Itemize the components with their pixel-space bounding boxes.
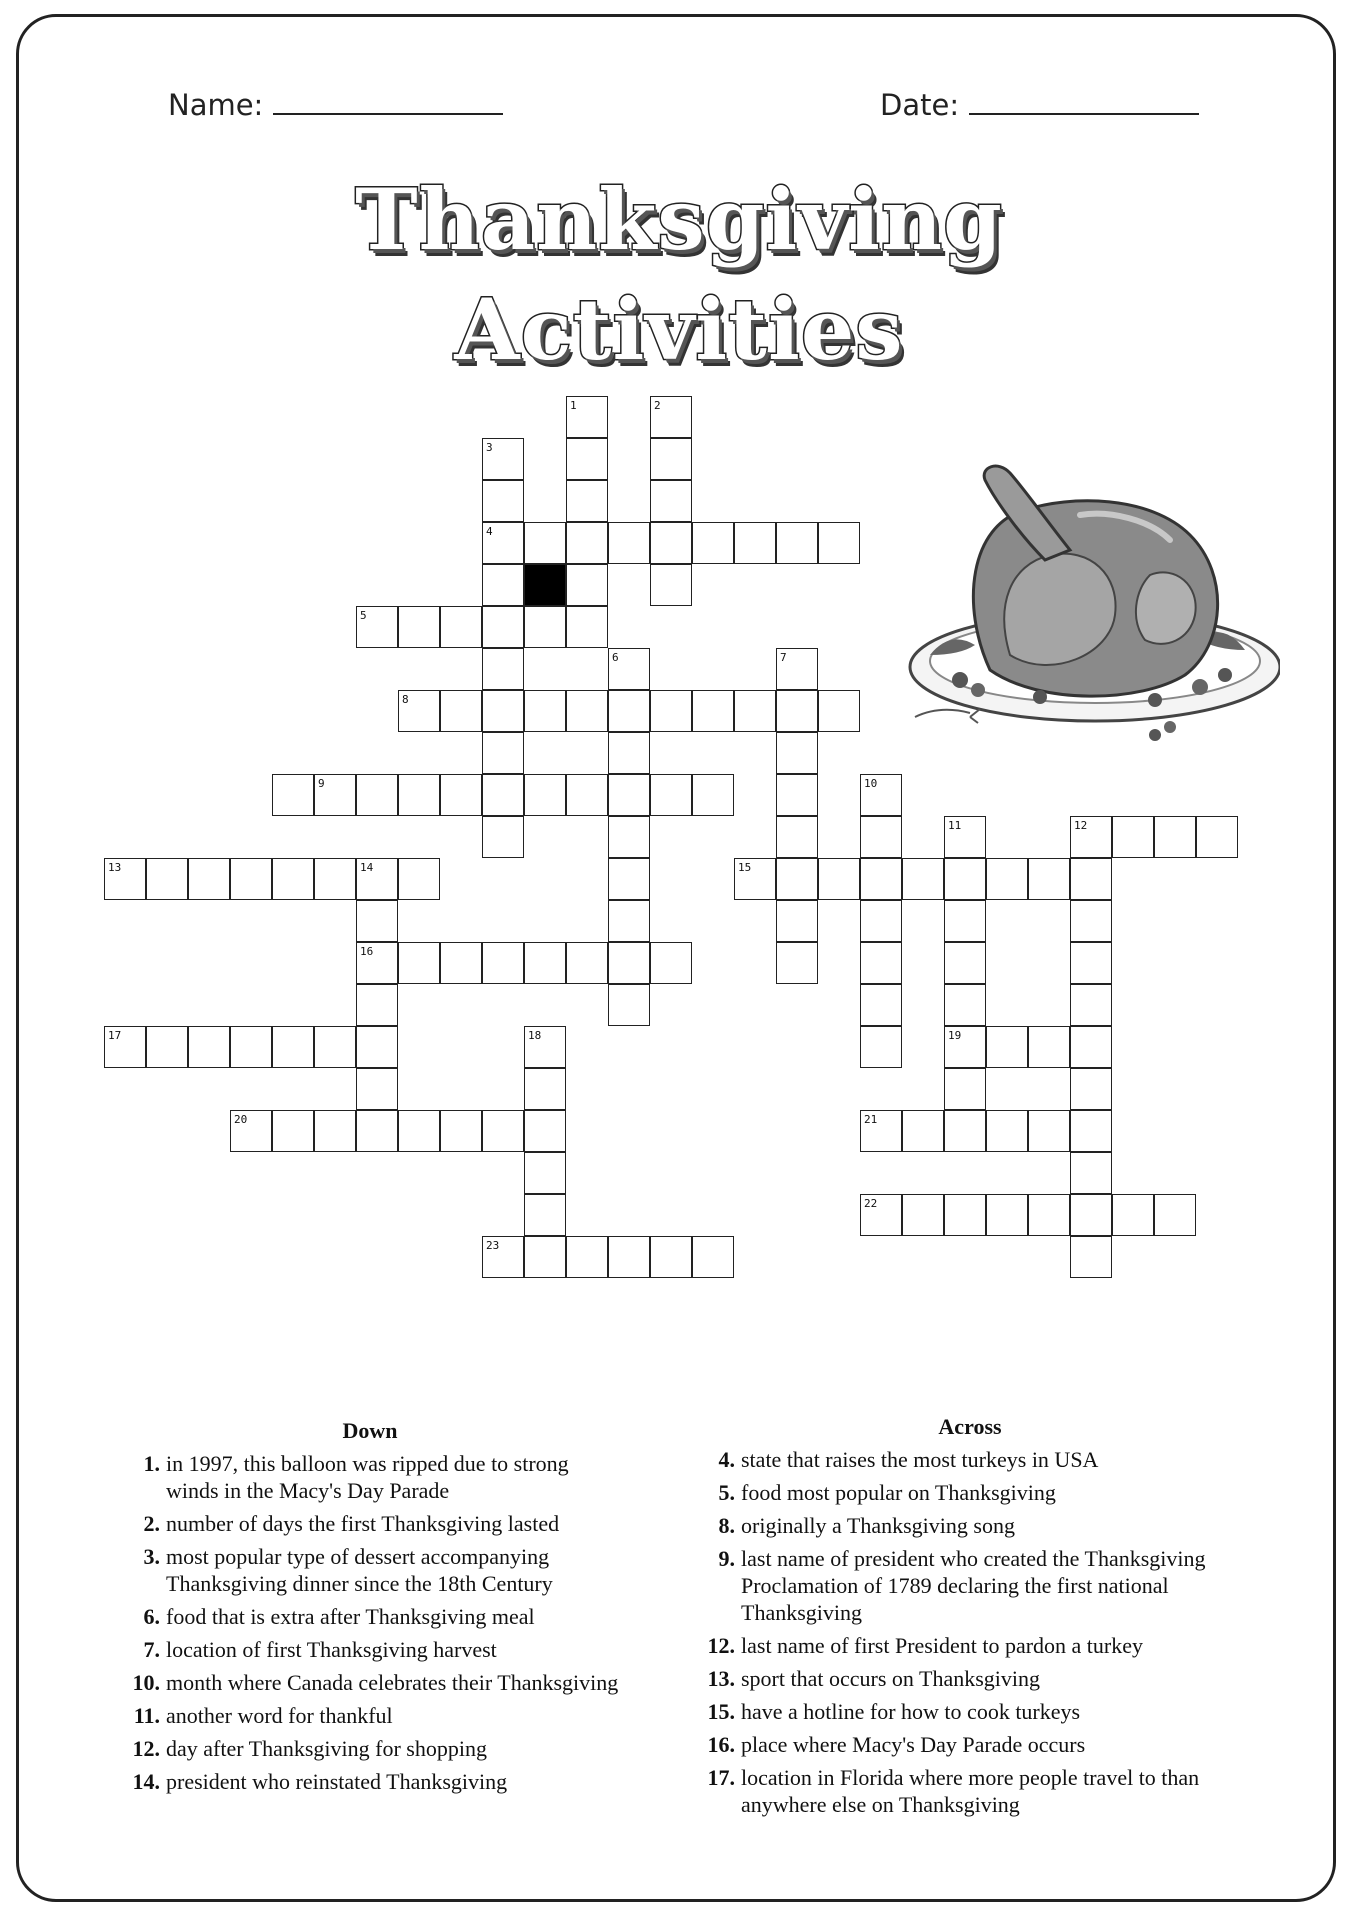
crossword-cell[interactable]: [692, 774, 734, 816]
down-clue: [120, 1510, 620, 1537]
crossword-cell[interactable]: [146, 1026, 188, 1068]
crossword-cell[interactable]: [482, 648, 524, 690]
crossword-cell[interactable]: [944, 984, 986, 1026]
crossword-cell[interactable]: [776, 522, 818, 564]
clue-number: 12.: [132, 1736, 160, 1761]
crossword-cell[interactable]: [776, 774, 818, 816]
crossword-cell[interactable]: [440, 690, 482, 732]
crossword-cell[interactable]: [398, 858, 440, 900]
crossword-cell[interactable]: [944, 1110, 986, 1152]
name-label: Name:: [168, 88, 264, 122]
crossword-cell[interactable]: [398, 1110, 440, 1152]
date-label: Date:: [880, 88, 960, 122]
crossword-cell[interactable]: [398, 942, 440, 984]
crossword-cell[interactable]: [986, 858, 1028, 900]
crossword-cell[interactable]: [482, 690, 524, 732]
clue-number: 8.: [718, 1513, 735, 1538]
crossword-cell[interactable]: [944, 942, 986, 984]
crossword-cell[interactable]: [776, 816, 818, 858]
page-title-line-1: Thanksgiving: [355, 170, 1003, 269]
crossword-cell[interactable]: [608, 984, 650, 1026]
clue-text: location in Florida where more people travel to than anywhere else on Thanksgiving: [741, 1765, 1200, 1817]
down-clue: [120, 1735, 620, 1762]
clue-text: state that raises the most turkeys in USA: [741, 1447, 1099, 1472]
clue-text: president who reinstated Thanksgiving: [166, 1769, 508, 1794]
clue-number-label: 18: [528, 1029, 542, 1042]
crossword-cell[interactable]: [986, 1026, 1028, 1068]
clue-number: 2.: [143, 1511, 160, 1536]
down-clue: [120, 1450, 620, 1504]
down-clue: [120, 1702, 620, 1729]
crossword-cell[interactable]: [524, 774, 566, 816]
across-clue: [695, 1698, 1245, 1725]
clue-text: have a hotline for how to cook turkeys: [741, 1699, 1081, 1724]
clue-text: in 1997, this balloon was ripped due to strong winds in the Macy's Day Parade: [166, 1451, 569, 1503]
crossword-cell[interactable]: [482, 942, 524, 984]
crossword-cell[interactable]: [566, 438, 608, 480]
clue-number: 16.: [707, 1732, 735, 1757]
crossword-cell[interactable]: [1070, 1194, 1112, 1236]
clue-text: food most popular on Thanksgiving: [741, 1480, 1056, 1505]
crossword-cell[interactable]: [524, 606, 566, 648]
crossword-cell[interactable]: [482, 732, 524, 774]
crossword-cell[interactable]: [356, 1068, 398, 1110]
crossword-cell[interactable]: [1154, 1194, 1196, 1236]
crossword-cell[interactable]: [818, 858, 860, 900]
crossword-cell[interactable]: [608, 732, 650, 774]
across-clue: [695, 1764, 1245, 1818]
across-heading: Across: [938, 1414, 1002, 1439]
crossword-cell[interactable]: [356, 984, 398, 1026]
across-clues: [695, 1414, 1245, 1824]
crossword-cell[interactable]: [1196, 816, 1238, 858]
clue-number-label: 1: [570, 399, 577, 412]
crossword-cell[interactable]: [398, 606, 440, 648]
down-clue: [120, 1543, 620, 1597]
crossword-cell[interactable]: [860, 900, 902, 942]
crossword-cell[interactable]: [566, 480, 608, 522]
crossword-cell[interactable]: [860, 984, 902, 1026]
clue-text: food that is extra after Thanksgiving meal: [166, 1604, 535, 1629]
crossword-cell[interactable]: [230, 858, 272, 900]
crossword-cell[interactable]: [650, 438, 692, 480]
across-clue: [695, 1731, 1245, 1758]
clue-number-label: 2: [654, 399, 661, 412]
crossword-cell[interactable]: [650, 942, 692, 984]
crossword-cell[interactable]: [1070, 1110, 1112, 1152]
crossword-cell[interactable]: [272, 1026, 314, 1068]
down-clue: [120, 1669, 620, 1696]
crossword-cell[interactable]: [524, 1110, 566, 1152]
across-clue: [695, 1665, 1245, 1692]
crossword-cell[interactable]: [566, 774, 608, 816]
crossword-cell[interactable]: [482, 606, 524, 648]
crossword-cell[interactable]: [524, 942, 566, 984]
clue-number-label: 7: [780, 651, 787, 664]
crossword-cell[interactable]: [356, 1026, 398, 1068]
crossword-cell[interactable]: [692, 1236, 734, 1278]
crossword-cell[interactable]: [608, 942, 650, 984]
crossword-cell[interactable]: [1070, 1068, 1112, 1110]
clue-number: 5.: [718, 1480, 735, 1505]
across-clue: [695, 1479, 1245, 1506]
crossword-cell[interactable]: [608, 690, 650, 732]
crossword-cell[interactable]: [566, 564, 608, 606]
crossword-cell[interactable]: [440, 606, 482, 648]
crossword-cell[interactable]: [188, 1026, 230, 1068]
crossword-cell[interactable]: [482, 774, 524, 816]
crossword-cell[interactable]: [818, 690, 860, 732]
crossword-cell[interactable]: [314, 1110, 356, 1152]
clue-text: number of days the first Thanksgiving lasted: [166, 1511, 560, 1536]
crossword-cell[interactable]: [944, 900, 986, 942]
clue-number: 1.: [143, 1451, 160, 1476]
crossword-cell[interactable]: [776, 942, 818, 984]
crossword-cell[interactable]: [860, 1026, 902, 1068]
crossword-cell[interactable]: [524, 522, 566, 564]
crossword-cell[interactable]: [356, 900, 398, 942]
roast-turkey-illustration: [900, 455, 1280, 745]
clue-number: 9.: [718, 1546, 735, 1571]
crossword-cell[interactable]: [440, 774, 482, 816]
crossword-cell[interactable]: [902, 1110, 944, 1152]
crossword-cell[interactable]: [566, 942, 608, 984]
crossword-cell[interactable]: [1070, 900, 1112, 942]
clue-number-label: 5: [360, 609, 367, 622]
clue-text: another word for thankful: [166, 1703, 393, 1728]
crossword-cell[interactable]: [482, 1110, 524, 1152]
crossword-cell[interactable]: [524, 1236, 566, 1278]
crossword-cell[interactable]: [1112, 816, 1154, 858]
crossword-cell[interactable]: [1028, 1026, 1070, 1068]
clue-number-label: 9: [318, 777, 325, 790]
crossword-cell[interactable]: [440, 1110, 482, 1152]
crossword-cell[interactable]: [272, 858, 314, 900]
clue-number: 13.: [707, 1666, 735, 1691]
clue-number: 15.: [707, 1699, 735, 1724]
clue-text: originally a Thanksgiving song: [741, 1513, 1015, 1538]
clue-text: most popular type of dessert accompanying Thanksgiving dinner since the 18th Century: [166, 1544, 553, 1596]
crossword-cell[interactable]: [1028, 1110, 1070, 1152]
crossword-cell[interactable]: [650, 522, 692, 564]
crossword-cell[interactable]: [776, 900, 818, 942]
crossword-cell[interactable]: [860, 858, 902, 900]
crossword-cell[interactable]: [650, 690, 692, 732]
crossword-cell[interactable]: [356, 774, 398, 816]
crossword-cell[interactable]: [1070, 1236, 1112, 1278]
crossword-cell[interactable]: [734, 522, 776, 564]
crossword-cell[interactable]: [230, 1026, 272, 1068]
crossword-cell[interactable]: [398, 774, 440, 816]
crossword-cell[interactable]: [1154, 816, 1196, 858]
clue-number-label: 17: [108, 1029, 122, 1042]
clue-number-label: 23: [486, 1239, 500, 1252]
crossword-cell[interactable]: [608, 774, 650, 816]
crossword-cell[interactable]: [650, 1236, 692, 1278]
crossword-cell[interactable]: [272, 1110, 314, 1152]
crossword-cell[interactable]: [1070, 1026, 1112, 1068]
clue-text: sport that occurs on Thanksgiving: [741, 1666, 1040, 1691]
clue-text: last name of first President to pardon a turkey: [741, 1633, 1144, 1658]
clue-number-label: 13: [108, 861, 122, 874]
across-clue: [695, 1446, 1245, 1473]
crossword-cell[interactable]: [608, 1236, 650, 1278]
across-clue: [695, 1545, 1245, 1626]
clue-number-label: 3: [486, 441, 493, 454]
crossword-cell[interactable]: [146, 858, 188, 900]
crossword-cell[interactable]: [1028, 1194, 1070, 1236]
clue-number-label: 22: [864, 1197, 878, 1210]
crossword-cell[interactable]: [188, 858, 230, 900]
clue-number-label: 19: [948, 1029, 962, 1042]
crossword-cell[interactable]: [944, 1194, 986, 1236]
clue-number-label: 10: [864, 777, 878, 790]
crossword-cell[interactable]: [776, 732, 818, 774]
crossword-cell[interactable]: [692, 522, 734, 564]
crossword-cell[interactable]: [1070, 942, 1112, 984]
crossword-cell[interactable]: [524, 1194, 566, 1236]
clue-number-label: 20: [234, 1113, 248, 1126]
down-clues: [120, 1418, 620, 1801]
crossword-cell[interactable]: [650, 480, 692, 522]
crossword-cell[interactable]: [1070, 984, 1112, 1026]
crossword-cell[interactable]: [314, 858, 356, 900]
crossword-cell[interactable]: [524, 690, 566, 732]
clue-number: 7.: [143, 1637, 160, 1662]
across-clue: [695, 1632, 1245, 1659]
crossword-cell[interactable]: [1112, 1194, 1154, 1236]
clue-number-label: 16: [360, 945, 374, 958]
clue-text: day after Thanksgiving for shopping: [166, 1736, 487, 1761]
crossword-cell[interactable]: [566, 522, 608, 564]
clue-number-label: 21: [864, 1113, 878, 1126]
crossword-cell[interactable]: [272, 774, 314, 816]
crossword-cell[interactable]: [944, 858, 986, 900]
crossword-cell[interactable]: [944, 1068, 986, 1110]
crossword-cell[interactable]: [818, 522, 860, 564]
crossword-cell[interactable]: [986, 1194, 1028, 1236]
crossword-cell[interactable]: [524, 1068, 566, 1110]
clue-text: month where Canada celebrates their Thanksgiving: [166, 1670, 619, 1695]
down-heading: Down: [342, 1418, 398, 1443]
across-clue: [695, 1512, 1245, 1539]
crossword-cell[interactable]: [692, 690, 734, 732]
crossword-cell[interactable]: [986, 1110, 1028, 1152]
clue-text: place where Macy's Day Parade occurs: [741, 1732, 1086, 1757]
down-clue: [120, 1768, 620, 1795]
crossword-block-cell: [524, 564, 566, 606]
clue-number-label: 12: [1074, 819, 1088, 832]
clue-number-label: 4: [486, 525, 493, 538]
crossword-cell[interactable]: [482, 480, 524, 522]
clue-number: 6.: [143, 1604, 160, 1629]
crossword-cell[interactable]: [902, 858, 944, 900]
crossword-cell[interactable]: [356, 1110, 398, 1152]
crossword-cell[interactable]: [650, 774, 692, 816]
down-clue: [120, 1636, 620, 1663]
clue-number: 14.: [132, 1769, 160, 1794]
crossword-cell[interactable]: [1028, 858, 1070, 900]
clue-number-label: 11: [948, 819, 962, 832]
crossword-cell[interactable]: [860, 942, 902, 984]
crossword-cell[interactable]: [608, 900, 650, 942]
clue-number: 4.: [718, 1447, 735, 1472]
crossword-cell[interactable]: [482, 564, 524, 606]
crossword-cell[interactable]: [440, 942, 482, 984]
crossword-cell[interactable]: [1070, 1152, 1112, 1194]
clue-text: location of first Thanksgiving harvest: [166, 1637, 497, 1662]
crossword-cell[interactable]: [482, 816, 524, 858]
clue-number: 11.: [133, 1703, 160, 1728]
crossword-cell[interactable]: [608, 522, 650, 564]
clue-number-label: 14: [360, 861, 374, 874]
clue-number-label: 6: [612, 651, 619, 664]
crossword-cell[interactable]: [860, 816, 902, 858]
crossword-cell[interactable]: [314, 1026, 356, 1068]
crossword-cell[interactable]: [566, 606, 608, 648]
crossword-cell[interactable]: [902, 1194, 944, 1236]
clue-number: 12.: [707, 1633, 735, 1658]
crossword-cell[interactable]: [566, 1236, 608, 1278]
clue-number-label: 8: [402, 693, 409, 706]
crossword-cell[interactable]: [566, 690, 608, 732]
crossword-cell[interactable]: [1070, 858, 1112, 900]
crossword-cell[interactable]: [524, 1152, 566, 1194]
crossword-cell[interactable]: [608, 858, 650, 900]
crossword-cell[interactable]: [776, 858, 818, 900]
clue-number: 17.: [707, 1765, 735, 1790]
clue-number: 10.: [132, 1670, 160, 1695]
clue-number-label: 15: [738, 861, 752, 874]
page-title-line-2: Activities: [454, 280, 904, 379]
crossword-cell[interactable]: [734, 690, 776, 732]
down-clue: [120, 1603, 620, 1630]
crossword-cell[interactable]: [608, 816, 650, 858]
crossword-cell[interactable]: [776, 690, 818, 732]
clue-text: last name of president who created the Thanksgiving Proclamation of 1789 declaring the first national Thanksgiving: [741, 1546, 1206, 1625]
crossword-cell[interactable]: [650, 564, 692, 606]
clue-number: 3.: [143, 1544, 160, 1569]
